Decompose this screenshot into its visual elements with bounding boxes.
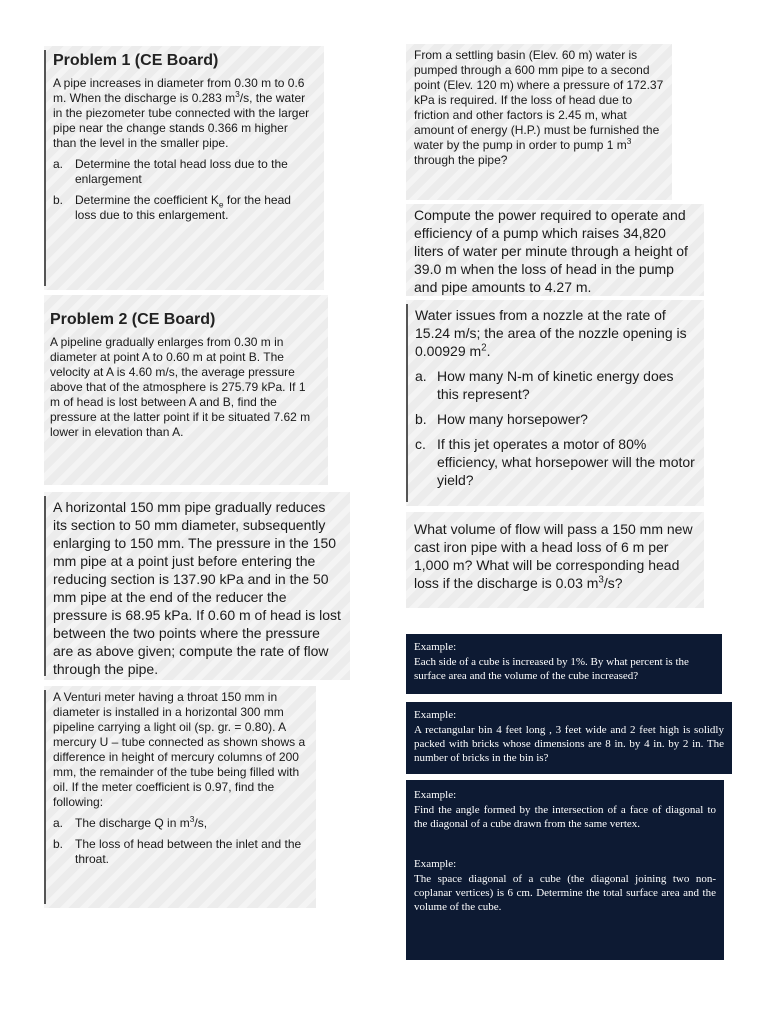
nozzle-item-c: c. If this jet operates a motor of 80% efficiency, what horsepower will the motor yield? — [415, 436, 695, 488]
pump-power-text: Compute the power required to operate and efficiency of a pump which raises 34,820 liters of water per minute through a height of 39.0 m when the loss of head in the pump and pipe amounts to 4.27 m. — [414, 207, 688, 295]
example-3-text: Find the angle formed by the intersection of a face of diagonal to the diagonal of a cube drawn from the same vertex. — [414, 804, 716, 830]
example-1-label: Example: — [414, 641, 457, 653]
venturi-card — [44, 686, 316, 908]
horizontal-pipe-card — [44, 492, 350, 680]
horizontal-pipe-text: A horizontal 150 mm pipe gradually reduces its section to 50 mm diameter, subsequently enlarging to 150 mm. The pressure in the 150 mm pipe at a point just before entering the reducing section is 137.90 kPa and in the 50 mm pipe at the end of the reducer the pressure is 68.95 kPa. If 0.60 m of head is lost between the two points where the pressure are as above given; compute the rate of flow through the pipe. — [53, 499, 341, 677]
example-2-text: A rectangular bin 4 feet long , 3 feet wide and 2 feet high is solidly packed with bricks whose dimensions are 8 in. by 4 in. by 2 in. The number of bricks in the bin is? — [414, 724, 724, 764]
cast-iron-text: What volume of flow will pass a 150 mm new cast iron pipe with a head loss of 6 m per 1,000 m? What will be corresponding head loss if the discharge is 0.03 $m^3/s$? — [414, 521, 693, 591]
example-1-text: Each side of a cube is increased by 1%. By what percent is the surface area and the volume of the cube increased? — [414, 656, 689, 682]
problem-1-title: Problem 1 (CE Board) — [53, 52, 219, 69]
venturi-text: A Venturi meter having a throat 150 mm in diameter is installed in a horizontal 300 mm pipeline carrying a light oil (sp. gr. = 0.80). A mercury U – tube connected as shown shows a difference in height of mercury columns of 200 mm, the remainder of the tube being filled with oil. If the meter coefficient is 0.97, find the following: — [53, 690, 306, 809]
nozzle-text: Water issues from a nozzle at the rate of 15.24 m/s; the area of the nozzle opening is 0.00929 $m^2$. — [415, 307, 687, 359]
example-3-label: Example: — [414, 789, 457, 801]
problem-2-title: Problem 2 (CE Board) — [50, 311, 216, 328]
venturi-item-a: a. The discharge Q in $m^3/s$, — [53, 814, 208, 830]
example-2-label: Example: — [414, 709, 457, 721]
example-2-panel — [406, 702, 732, 774]
example-4-text: The space diagonal of a cube (the diagonal joining two non-coplanar vertices) is 6 cm. Determine the total surface area and the volume of the cube. — [414, 873, 716, 913]
settling-basin-text: From a settling basin (Elev. 60 m) water is pumped through a 600 mm pipe to a second point (Elev. 120 m) where a pressure of 172.37 kPa is required. If the loss of head due to friction and other factors is 2.45 m, what amount of energy (H.P.) must be furnished the water by the pump in order to pump 1 $m^3$ through the pipe? — [414, 48, 664, 167]
problem-2-card — [44, 295, 328, 485]
problem-1-card — [44, 46, 324, 290]
nozzle-card — [406, 300, 704, 506]
nozzle-item-b: b. How many horsepower? — [415, 411, 588, 427]
example-4-label: Example: — [414, 858, 457, 870]
settling-basin-card — [406, 44, 672, 200]
problem-1-text: A pipe increases in diameter from 0.30 m to 0.6 m. When the discharge is 0.283 $m^3/s$, the water in the piezometer tube connected with the larger pipe near the change stands 0.366 m higher than the level in the smaller pipe. — [53, 76, 310, 150]
venturi-item-b: b. The loss of head between the inlet and the throat. — [53, 837, 302, 866]
problem-1-item-a: a. Determine the total head loss due to the enlargement — [53, 157, 288, 186]
problem-2-text: A pipeline gradually enlarges from 0.30 m in diameter at point A to 0.60 m at point B. The velocity at A is 4.60 m/s, the average pressure above that of the atmosphere is 275.79 kPa. If 1 m of head is lost between A and B, find the pressure at the latter point if it be situated 7.62 m lower in elevation than A. — [50, 335, 311, 439]
pump-power-card — [406, 204, 704, 296]
problem-1-item-b: b. Determine the coefficient $K_e$ for the head loss due to this enlargement. — [53, 193, 291, 222]
example-1-panel — [406, 634, 722, 694]
cast-iron-card — [406, 512, 704, 608]
example-3-4-panel — [406, 780, 724, 960]
nozzle-item-a: a. How many N-m of kinetic energy does this represent? — [415, 368, 674, 402]
